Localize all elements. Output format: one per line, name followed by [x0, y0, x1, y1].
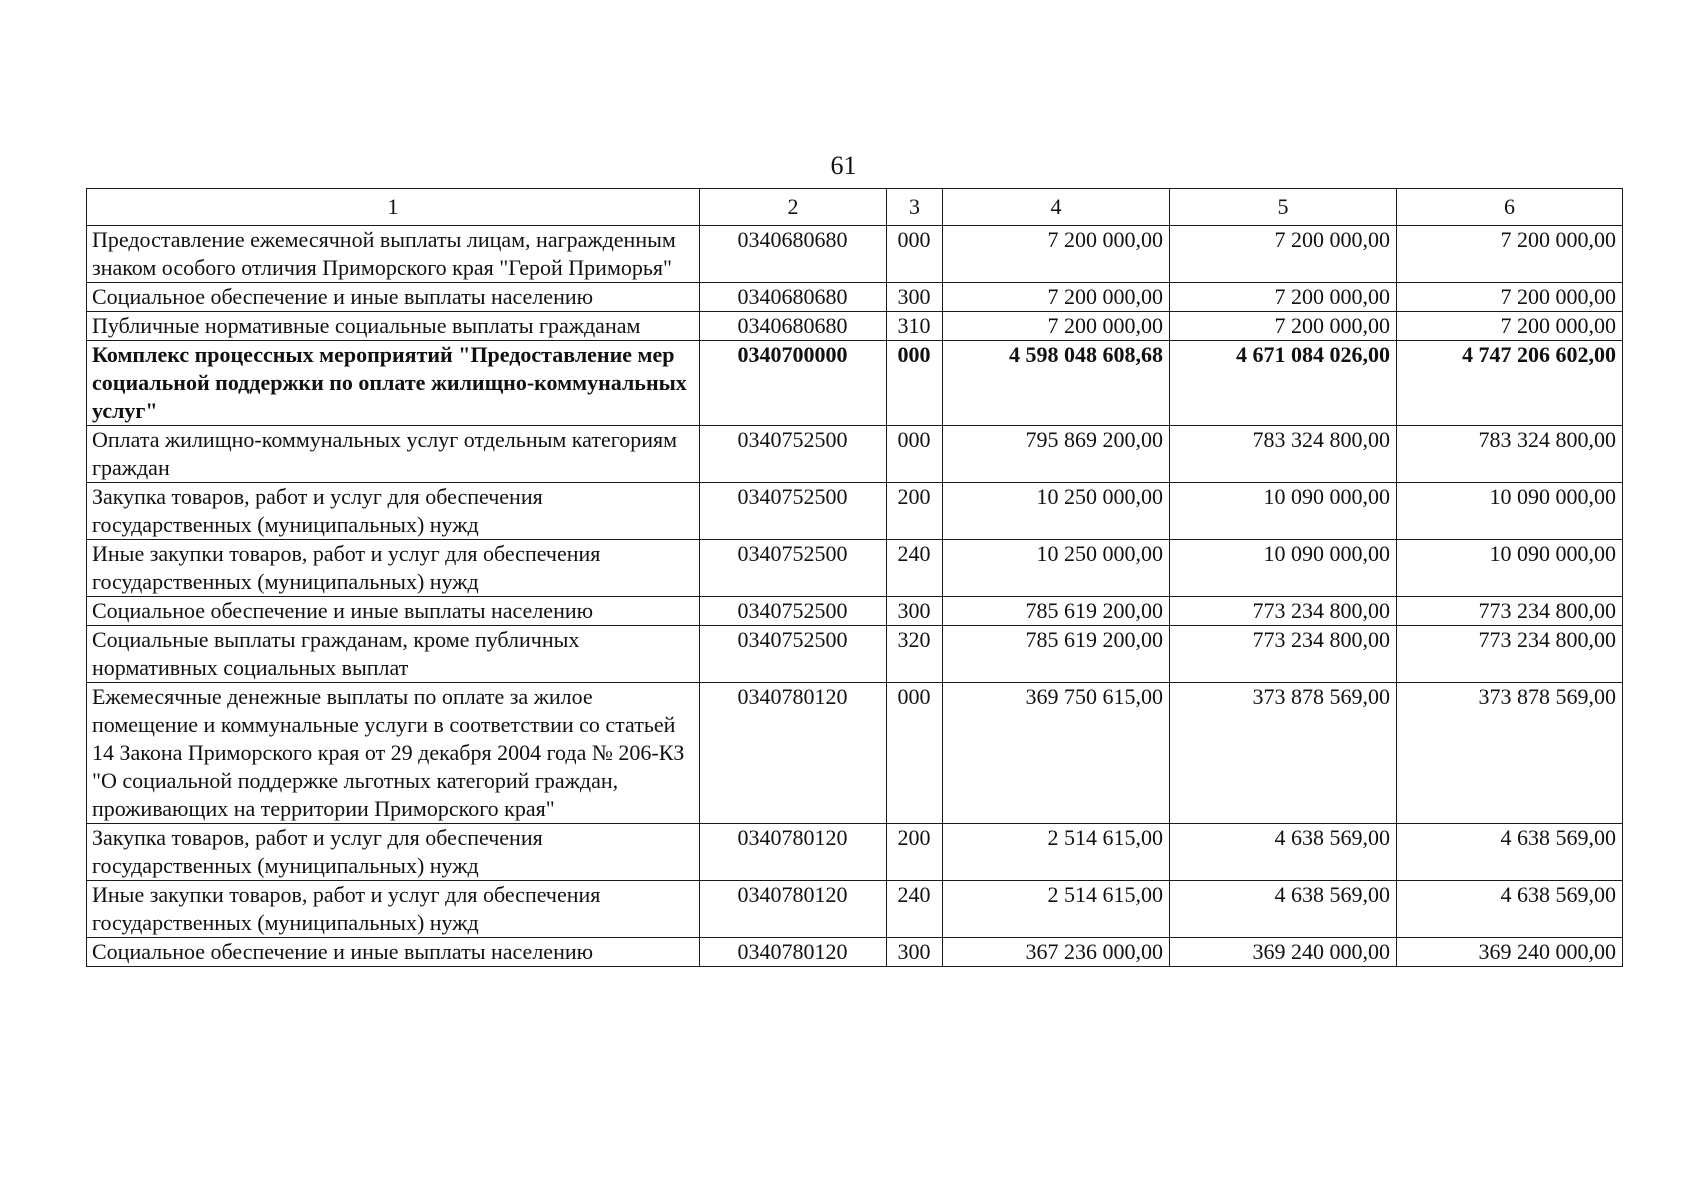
row-name-cell: Публичные нормативные социальные выплаты гражданам [87, 312, 700, 341]
row-value-col6: 4 638 569,00 [1397, 824, 1623, 881]
row-vr-cell: 300 [887, 597, 943, 626]
row-name-cell: Социальное обеспечение и иные выплаты населению [87, 597, 700, 626]
row-vr-cell: 200 [887, 483, 943, 540]
row-csr-cell: 0340680680 [700, 312, 887, 341]
row-csr-cell: 0340680680 [700, 226, 887, 283]
page-number: 61 [830, 151, 857, 180]
column-header-2: 2 [700, 189, 887, 226]
row-value-col6: 7 200 000,00 [1397, 283, 1623, 312]
row-name-cell: Предоставление ежемесячной выплаты лицам, награжденным знаком особого отличия Приморского края "Герой Приморья" [87, 226, 700, 283]
table-row [87, 283, 1623, 312]
row-value-col6: 10 090 000,00 [1397, 483, 1623, 540]
row-value-col5: 773 234 800,00 [1170, 626, 1397, 683]
row-name-cell: Иные закупки товаров, работ и услуг для обеспечения государственных (муниципальных) нужд [87, 881, 700, 938]
row-value-col5: 7 200 000,00 [1170, 283, 1397, 312]
table-row [87, 341, 1623, 426]
row-name-cell: Комплекс процессных мероприятий "Предоставление мер социальной поддержки по оплате жилищно-коммунальных услуг" [87, 341, 700, 426]
row-value-col4: 10 250 000,00 [943, 540, 1170, 597]
row-value-col5: 783 324 800,00 [1170, 426, 1397, 483]
row-vr-cell: 320 [887, 626, 943, 683]
row-value-col5: 7 200 000,00 [1170, 226, 1397, 283]
row-csr-cell: 0340780120 [700, 938, 887, 967]
header-row [87, 189, 1623, 226]
table-row [87, 312, 1623, 341]
table-row [87, 483, 1623, 540]
row-csr-cell: 0340752500 [700, 626, 887, 683]
row-value-col5: 4 638 569,00 [1170, 824, 1397, 881]
row-vr-cell: 000 [887, 341, 943, 426]
row-value-col5: 4 638 569,00 [1170, 881, 1397, 938]
row-value-col4: 785 619 200,00 [943, 626, 1170, 683]
table-row [87, 683, 1623, 824]
row-value-col5: 369 240 000,00 [1170, 938, 1397, 967]
row-name-cell: Иные закупки товаров, работ и услуг для обеспечения государственных (муниципальных) нужд [87, 540, 700, 597]
column-header-3: 3 [887, 189, 943, 226]
row-csr-cell: 0340752500 [700, 597, 887, 626]
column-header-4: 4 [943, 189, 1170, 226]
row-value-col4: 369 750 615,00 [943, 683, 1170, 824]
row-name-cell: Социальное обеспечение и иные выплаты населению [87, 938, 700, 967]
table-row [87, 881, 1623, 938]
row-vr-cell: 300 [887, 938, 943, 967]
row-name-cell: Социальное обеспечение и иные выплаты населению [87, 283, 700, 312]
row-csr-cell: 0340700000 [700, 341, 887, 426]
row-csr-cell: 0340780120 [700, 683, 887, 824]
row-csr-cell: 0340752500 [700, 426, 887, 483]
row-value-col4: 367 236 000,00 [943, 938, 1170, 967]
row-value-col4: 795 869 200,00 [943, 426, 1170, 483]
row-csr-cell: 0340752500 [700, 540, 887, 597]
row-name-cell: Закупка товаров, работ и услуг для обеспечения государственных (муниципальных) нужд [87, 483, 700, 540]
row-value-col4: 4 598 048 608,68 [943, 341, 1170, 426]
row-name-cell: Оплата жилищно-коммунальных услуг отдельным категориям граждан [87, 426, 700, 483]
row-value-col4: 7 200 000,00 [943, 312, 1170, 341]
row-vr-cell: 300 [887, 283, 943, 312]
row-vr-cell: 240 [887, 540, 943, 597]
row-vr-cell: 000 [887, 683, 943, 824]
row-value-col6: 783 324 800,00 [1397, 426, 1623, 483]
row-value-col6: 4 638 569,00 [1397, 881, 1623, 938]
row-value-col6: 10 090 000,00 [1397, 540, 1623, 597]
row-value-col6: 373 878 569,00 [1397, 683, 1623, 824]
row-vr-cell: 200 [887, 824, 943, 881]
row-value-col4: 7 200 000,00 [943, 283, 1170, 312]
table-row [87, 626, 1623, 683]
row-name-cell: Ежемесячные денежные выплаты по оплате за жилое помещение и коммунальные услуги в соответствии со статьей 14 Закона Приморского края от 29 декабря 2004 года № 206-КЗ "О социальной поддержке льготных категорий граждан, проживающих на территории Приморского края" [87, 683, 700, 824]
row-value-col4: 2 514 615,00 [943, 824, 1170, 881]
column-header-5: 5 [1170, 189, 1397, 226]
row-value-col5: 7 200 000,00 [1170, 312, 1397, 341]
row-value-col6: 773 234 800,00 [1397, 626, 1623, 683]
row-vr-cell: 000 [887, 426, 943, 483]
table-row [87, 938, 1623, 967]
table-row [87, 226, 1623, 283]
row-value-col5: 10 090 000,00 [1170, 540, 1397, 597]
row-vr-cell: 240 [887, 881, 943, 938]
row-value-col4: 10 250 000,00 [943, 483, 1170, 540]
row-vr-cell: 310 [887, 312, 943, 341]
row-value-col5: 4 671 084 026,00 [1170, 341, 1397, 426]
row-value-col6: 773 234 800,00 [1397, 597, 1623, 626]
table-body [87, 226, 1623, 967]
row-name-cell: Социальные выплаты гражданам, кроме публичных нормативных социальных выплат [87, 626, 700, 683]
row-value-col4: 2 514 615,00 [943, 881, 1170, 938]
row-csr-cell: 0340680680 [700, 283, 887, 312]
table-row [87, 426, 1623, 483]
column-header-1: 1 [87, 189, 700, 226]
row-name-cell: Закупка товаров, работ и услуг для обеспечения государственных (муниципальных) нужд [87, 824, 700, 881]
row-value-col5: 773 234 800,00 [1170, 597, 1397, 626]
row-value-col5: 10 090 000,00 [1170, 483, 1397, 540]
column-header-6: 6 [1397, 189, 1623, 226]
row-value-col5: 373 878 569,00 [1170, 683, 1397, 824]
row-value-col6: 4 747 206 602,00 [1397, 341, 1623, 426]
row-csr-cell: 0340780120 [700, 824, 887, 881]
row-value-col4: 7 200 000,00 [943, 226, 1170, 283]
row-value-col6: 7 200 000,00 [1397, 226, 1623, 283]
table-row [87, 824, 1623, 881]
table-row [87, 540, 1623, 597]
row-csr-cell: 0340780120 [700, 881, 887, 938]
row-value-col6: 369 240 000,00 [1397, 938, 1623, 967]
row-csr-cell: 0340752500 [700, 483, 887, 540]
table-row [87, 597, 1623, 626]
row-value-col4: 785 619 200,00 [943, 597, 1170, 626]
row-vr-cell: 000 [887, 226, 943, 283]
budget-table [86, 188, 1623, 967]
row-value-col6: 7 200 000,00 [1397, 312, 1623, 341]
